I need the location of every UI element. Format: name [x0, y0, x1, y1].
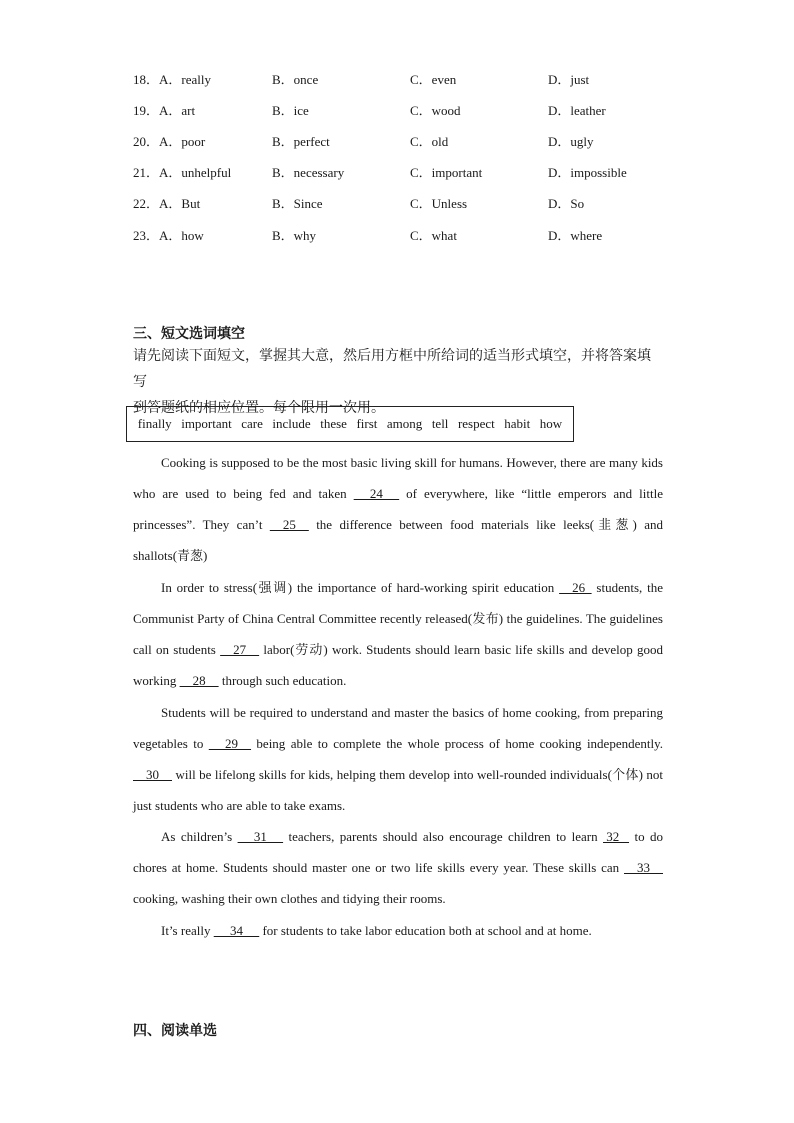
section-4-heading: 四、阅读单选	[133, 1023, 217, 1039]
passage-text: for students to take labor education both at school and at home.	[259, 923, 592, 938]
passage-text: In order to stress(强调) the importance of hard-working spirit education	[161, 580, 560, 595]
option-a-text: A．unhelpful	[159, 165, 232, 180]
answer-blank-26[interactable]: 26	[559, 580, 592, 595]
word-bank-item: important	[181, 416, 232, 431]
option-c: C．what	[410, 228, 457, 243]
answer-blank-33[interactable]: 33	[624, 860, 663, 875]
word-bank-item: how	[539, 416, 563, 431]
question-22-options	[133, 193, 693, 213]
question-number: 23．	[133, 228, 160, 243]
option-a	[133, 193, 200, 212]
option-a	[133, 162, 231, 181]
passage-text: Cooking is supposed to be the most basic living skill for humans. However, there are many kids who are used to being fed and taken	[133, 455, 663, 501]
instruction-line-2: 到答题纸的相应位置。每个限用一次用。	[133, 400, 385, 416]
question-number: 20．	[133, 134, 160, 149]
word-bank-item: care	[241, 416, 263, 431]
option-d: D．where	[548, 228, 603, 243]
question-number: 19．	[133, 103, 160, 118]
answer-blank-29[interactable]: 29	[208, 736, 252, 751]
answer-blank-30[interactable]: 30	[133, 767, 172, 782]
option-d: D．leather	[548, 103, 606, 118]
word-bank-item: habit	[504, 416, 531, 431]
option-c: C．important	[410, 165, 483, 180]
option-a-text: A．poor	[159, 134, 206, 149]
passage-paragraph-3	[133, 697, 663, 821]
word-bank-item: include	[272, 416, 311, 431]
answer-blank-31[interactable]: 31	[237, 829, 284, 844]
option-d: D．impossible	[548, 165, 627, 180]
passage-text: to do chores at home. Students should master one or two life skills every year. These skills can	[133, 829, 664, 875]
passage-text: will be lifelong skills for kids, helping them develop into well-rounded individuals(个体) not just students who are able to take exams.	[133, 767, 663, 813]
option-a	[133, 225, 204, 244]
option-a-text: A．really	[159, 72, 211, 87]
word-bank	[126, 406, 574, 442]
passage-paragraph-5	[133, 915, 663, 946]
question-20-options	[133, 131, 693, 151]
question-21-options	[133, 162, 693, 182]
answer-blank-27[interactable]: 27	[220, 642, 260, 657]
passage-paragraph-1	[133, 447, 663, 571]
option-a	[133, 131, 205, 150]
option-a-text: A．how	[159, 228, 204, 243]
passage-text: of everywhere, like “little emperors and little princesses”. They can’t	[133, 486, 663, 532]
passage-text: labor(劳动) work. Students should learn basic life skills and develop good working	[133, 642, 663, 688]
passage-text: Students will be required to understand and master the basics of home cooking, from preparing vegetables to	[133, 705, 663, 751]
option-a-text: A．art	[159, 103, 196, 118]
passage-text: the difference between food materials like leeks(韭葱) and shallots(青葱)	[133, 517, 663, 563]
section-3-heading: 三、短文选词填空	[133, 326, 245, 342]
word-bank-item: finally	[137, 416, 172, 431]
passage-text: through such education.	[218, 673, 347, 688]
option-a-text: A．But	[159, 196, 201, 211]
question-number: 22．	[133, 196, 160, 211]
option-d: D．So	[548, 196, 585, 211]
passage-paragraph-4	[133, 821, 663, 914]
word-bank-item: tell	[431, 416, 449, 431]
option-a	[133, 100, 195, 119]
passage-text: As children’s	[161, 829, 238, 844]
instruction-line-1: 请先阅读下面短文，掌握其大意，然后用方框中所给词的适当形式填空，并将答案填写	[133, 348, 651, 390]
question-number: 21．	[133, 165, 160, 180]
option-b: B．Since	[272, 196, 323, 211]
passage-text: cooking, washing their own clothes and tidying their rooms.	[133, 891, 446, 906]
answer-blank-28[interactable]: 28	[179, 673, 219, 688]
answer-blank-24[interactable]: 24	[353, 486, 400, 501]
passage-text: teachers, parents should also encourage children to learn	[283, 829, 604, 844]
question-23-options	[133, 225, 693, 245]
option-c: C．wood	[410, 103, 461, 118]
answer-blank-34[interactable]: 34	[213, 923, 260, 938]
option-b: B．necessary	[272, 165, 345, 180]
option-c: C．even	[410, 72, 457, 87]
passage-text: It’s really	[161, 923, 214, 938]
passage-text: students, the Communist Party of China Central Committee recently released(发布) the guidelines. The guidelines call on students	[133, 580, 663, 657]
option-a	[133, 69, 211, 88]
question-18-options	[133, 69, 693, 89]
option-d: D．ugly	[548, 134, 594, 149]
word-bank-item: these	[320, 416, 347, 431]
question-number: 18．	[133, 72, 160, 87]
answer-blank-32[interactable]: 32	[603, 829, 630, 844]
passage-paragraph-2	[133, 572, 663, 696]
option-c: C．Unless	[410, 196, 468, 211]
word-bank-item: respect	[457, 416, 495, 431]
word-bank-item: among	[386, 416, 423, 431]
option-b: B．why	[272, 228, 317, 243]
word-bank-item: first	[356, 416, 378, 431]
answer-blank-25[interactable]: 25	[269, 517, 309, 532]
option-d: D．just	[548, 72, 590, 87]
option-b: B．once	[272, 72, 319, 87]
option-c: C．old	[410, 134, 449, 149]
option-b: B．perfect	[272, 134, 330, 149]
option-b: B．ice	[272, 103, 309, 118]
question-19-options	[133, 100, 693, 120]
passage-text: being able to complete the whole process of home cooking independently.	[251, 736, 663, 751]
